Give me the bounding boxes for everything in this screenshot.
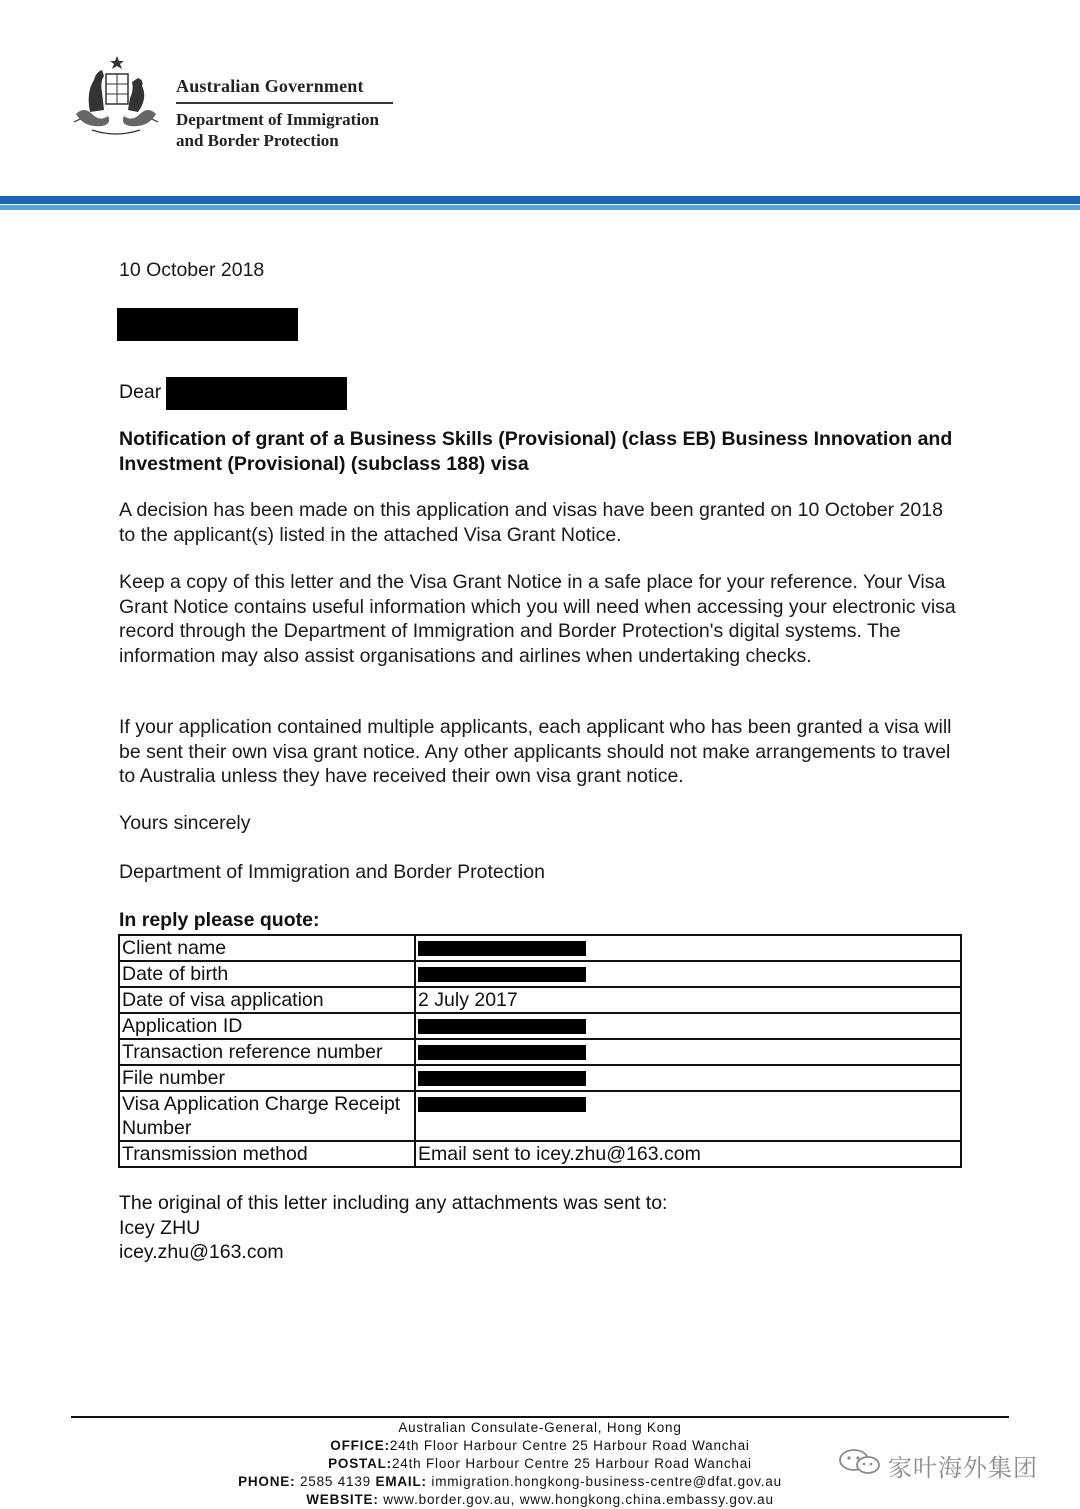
wechat-icon [838, 1448, 882, 1476]
redacted-recipient-name [117, 308, 298, 341]
letter-heading: Notification of grant of a Business Skills (Provisional) (class EB) Business Innovation and Investment (Provisional) (subclass 188) visa [119, 428, 953, 475]
reference-title: In reply please quote: [119, 909, 320, 931]
redacted-value [418, 1045, 586, 1060]
reference-label: Client name [119, 935, 415, 961]
redacted-value [418, 1097, 586, 1112]
footer-phone-label: PHONE: [238, 1474, 296, 1489]
redacted-value [418, 1071, 586, 1086]
reference-value [415, 1091, 961, 1141]
redacted-value [418, 941, 586, 956]
redacted-salutation-name [166, 377, 347, 410]
table-row [119, 1141, 961, 1167]
header-band-dark [0, 196, 1080, 204]
salutation: Dear [119, 381, 162, 403]
department-name-line2: and Border Protection [176, 131, 339, 150]
reference-value: Email sent to icey.zhu@163.com [415, 1141, 961, 1167]
reference-label: Application ID [119, 1013, 415, 1039]
footer-website-value: www.border.gov.au, www.hongkong.china.embassy.gov.au [383, 1492, 774, 1507]
letter-date: 10 October 2018 [119, 259, 265, 281]
header-band-light [0, 205, 1080, 210]
reference-label: Transmission method [119, 1141, 415, 1167]
footer-phone-value: 2585 4139 [299, 1474, 371, 1489]
reference-value [415, 935, 961, 961]
footer-office-value: 24th Floor Harbour Centre 25 Harbour Road Wanchai [389, 1438, 750, 1453]
table-row [119, 1065, 961, 1091]
watermark [838, 1446, 1050, 1482]
redacted-value [418, 1019, 586, 1034]
reference-label: Date of birth [119, 961, 415, 987]
footer-postal-label: POSTAL: [328, 1456, 392, 1471]
footer-website [0, 1491, 1080, 1509]
reference-value [415, 961, 961, 987]
department-name-line1: Department of Immigration [176, 110, 380, 129]
reference-label: Date of visa application [119, 987, 415, 1013]
footer-website-label: WEBSITE: [306, 1492, 379, 1507]
signatory: Department of Immigration and Border Protection [119, 861, 545, 883]
table-row [119, 961, 961, 987]
reference-label: File number [119, 1065, 415, 1091]
reference-value [415, 1013, 961, 1039]
paragraph-multiple-applicants: If your application contained multiple applicants, each applicant who has been granted a visa will be sent their own visa grant notice. Any other applicants should not make arrangements to travel to Australia unless they have received their own visa grant notice. [119, 716, 952, 788]
redacted-value [418, 967, 586, 982]
header-divider [176, 102, 393, 104]
reference-value: 2 July 2017 [415, 987, 961, 1013]
table-row [119, 1039, 961, 1065]
footer-postal-value: 24th Floor Harbour Centre 25 Harbour Road Wanchai [391, 1456, 752, 1471]
footer-email-label: EMAIL: [375, 1474, 427, 1489]
coat-of-arms-icon [62, 52, 170, 136]
watermark-text: 家叶海外集团 [888, 1454, 1038, 1482]
footer-office-label: OFFICE: [330, 1438, 390, 1453]
original-sent-email: icey.zhu@163.com [119, 1241, 284, 1264]
footer-office-name: Australian Consulate-General, Hong Kong [398, 1420, 682, 1435]
reference-label: Visa Application Charge Receipt Number [119, 1091, 415, 1141]
original-sent-intro: The original of this letter including any attachments was sent to: [119, 1192, 668, 1214]
footer-divider [71, 1416, 1009, 1418]
original-sent-name: Icey ZHU [119, 1216, 201, 1239]
reference-value [415, 1039, 961, 1065]
paragraph-decision: A decision has been made on this application and visas have been granted on 10 October 2018 to the applicant(s) listed in the attached Visa Grant Notice. [119, 499, 943, 546]
table-row [119, 935, 961, 961]
original-sent-block [119, 1191, 667, 1265]
reference-label: Transaction reference number [119, 1039, 415, 1065]
table-row [119, 1091, 961, 1141]
government-name: Australian Government [176, 76, 364, 96]
table-row [119, 1013, 961, 1039]
reference-table [118, 934, 962, 1168]
table-row [119, 987, 961, 1013]
footer-email-value: immigration.hongkong-business-centre@dfat.gov.au [431, 1474, 782, 1489]
paragraph-keep-copy: Keep a copy of this letter and the Visa Grant Notice in a safe place for your reference. Your Visa Grant Notice contains useful information which you will need when accessing your electronic visa record through the Department of Immigration and Border Protection's digital systems. The information may also assist organisations and airlines when undertaking checks. [119, 571, 956, 667]
closing: Yours sincerely [119, 812, 251, 834]
reference-value [415, 1065, 961, 1091]
